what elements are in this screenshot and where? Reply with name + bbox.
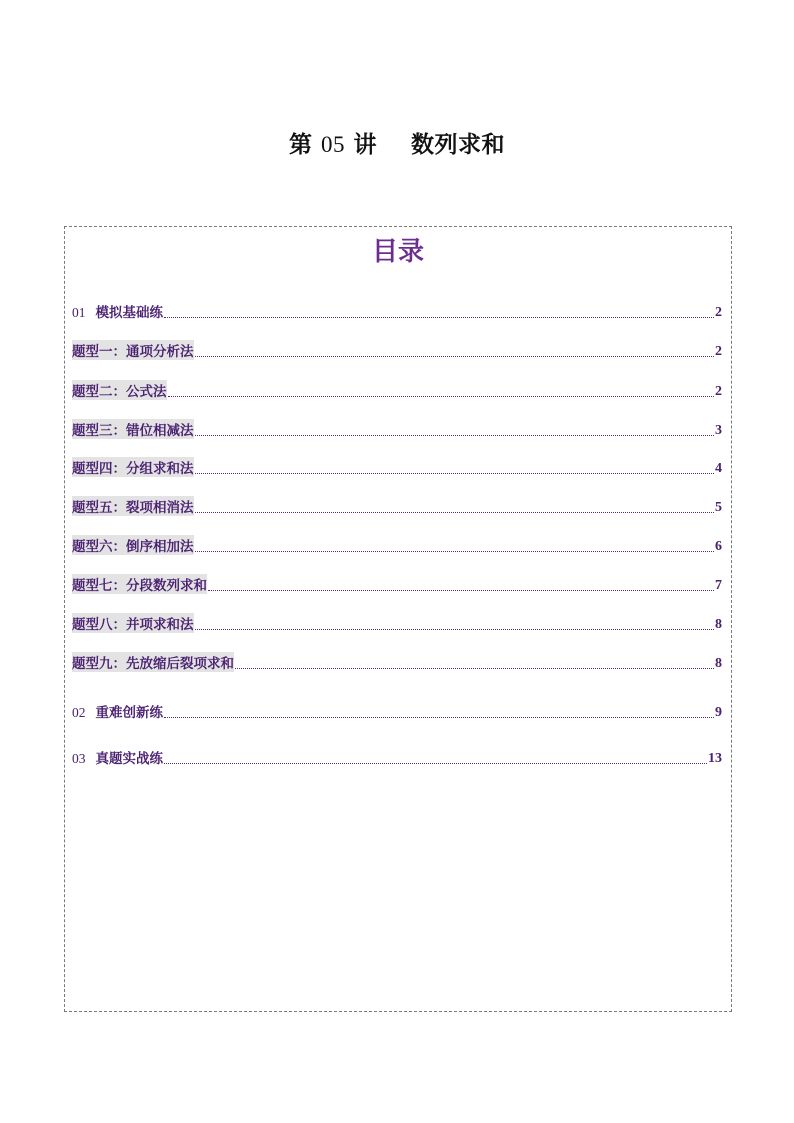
table-of-contents: [64, 226, 732, 1012]
toc-dot-leader: [164, 716, 714, 718]
toc-entry-label: [72, 701, 163, 721]
toc-entry-type-3[interactable]: [72, 419, 722, 439]
toc-entry-type-7[interactable]: [72, 574, 722, 594]
toc-entry-page: 7: [715, 578, 722, 593]
toc-entry-title: 题型一：通项分析法: [72, 340, 194, 360]
toc-entry-title: 题型五：裂项相消法: [72, 496, 194, 516]
title-number: 05: [320, 132, 345, 157]
toc-entry-page: 8: [715, 617, 722, 632]
toc-dot-leader: [168, 395, 715, 397]
toc-entry-section-02[interactable]: [72, 701, 722, 721]
toc-entry-title: 题型七：分段数列求和: [72, 574, 207, 594]
document-title: [0, 126, 794, 159]
toc-entry-label: [72, 747, 163, 767]
toc-entry-title: 题型三：错位相减法: [72, 419, 194, 439]
toc-dot-leader: [195, 628, 715, 630]
toc-entry-page: 2: [715, 384, 722, 399]
toc-entry-page: 5: [715, 500, 722, 515]
toc-entry-title: 题型四：分组求和法: [72, 457, 194, 477]
toc-dot-leader: [164, 762, 707, 764]
toc-dot-leader: [164, 316, 714, 318]
toc-entry-section-01[interactable]: [72, 301, 722, 321]
toc-entry-section-03[interactable]: [72, 747, 722, 767]
toc-entry-number: 02: [72, 705, 86, 720]
toc-entry-type-5[interactable]: [72, 496, 722, 516]
toc-entry-title: 题型六：倒序相加法: [72, 535, 194, 555]
toc-entry-label: [72, 301, 163, 321]
toc-entry-number: 03: [72, 751, 86, 766]
toc-entry-page: 2: [715, 305, 722, 320]
title-prefix: 第: [288, 131, 313, 158]
toc-entry-page: 3: [715, 423, 722, 438]
toc-entry-number: 01: [72, 305, 86, 320]
toc-dot-leader: [235, 667, 714, 669]
toc-entry-type-6[interactable]: [72, 535, 722, 555]
toc-entry-type-1[interactable]: [72, 340, 722, 360]
toc-entry-title: 题型二：公式法: [72, 380, 167, 400]
toc-entry-page: 13: [708, 751, 722, 766]
toc-entry-title: 题型八：并项求和法: [72, 613, 194, 633]
toc-entry-title: 真题实战练: [95, 751, 163, 767]
toc-entry-page: 2: [715, 344, 722, 359]
toc-entry-title: 重难创新练: [95, 705, 163, 721]
toc-dot-leader: [195, 355, 715, 357]
toc-dot-leader: [195, 511, 715, 513]
toc-entry-page: 4: [715, 461, 722, 476]
title-suffix: 讲: [353, 131, 377, 158]
toc-dot-leader: [195, 550, 715, 552]
toc-heading: 目录: [371, 237, 424, 267]
toc-dot-leader: [208, 589, 714, 591]
toc-entry-page: 8: [715, 656, 722, 671]
toc-entry-title: 题型九：先放缩后裂项求和: [72, 652, 234, 672]
toc-entry-type-4[interactable]: [72, 457, 722, 477]
toc-entry-page: 9: [715, 705, 722, 720]
toc-entry-type-2[interactable]: [72, 380, 722, 400]
title-topic: 数列求和: [411, 131, 506, 158]
toc-dot-leader: [195, 472, 715, 474]
toc-entry-page: 6: [715, 539, 722, 554]
toc-entry-type-8[interactable]: [72, 613, 722, 633]
toc-dot-leader: [195, 434, 715, 436]
toc-entry-type-9[interactable]: [72, 652, 722, 672]
toc-entry-title: 模拟基础练: [95, 305, 163, 321]
